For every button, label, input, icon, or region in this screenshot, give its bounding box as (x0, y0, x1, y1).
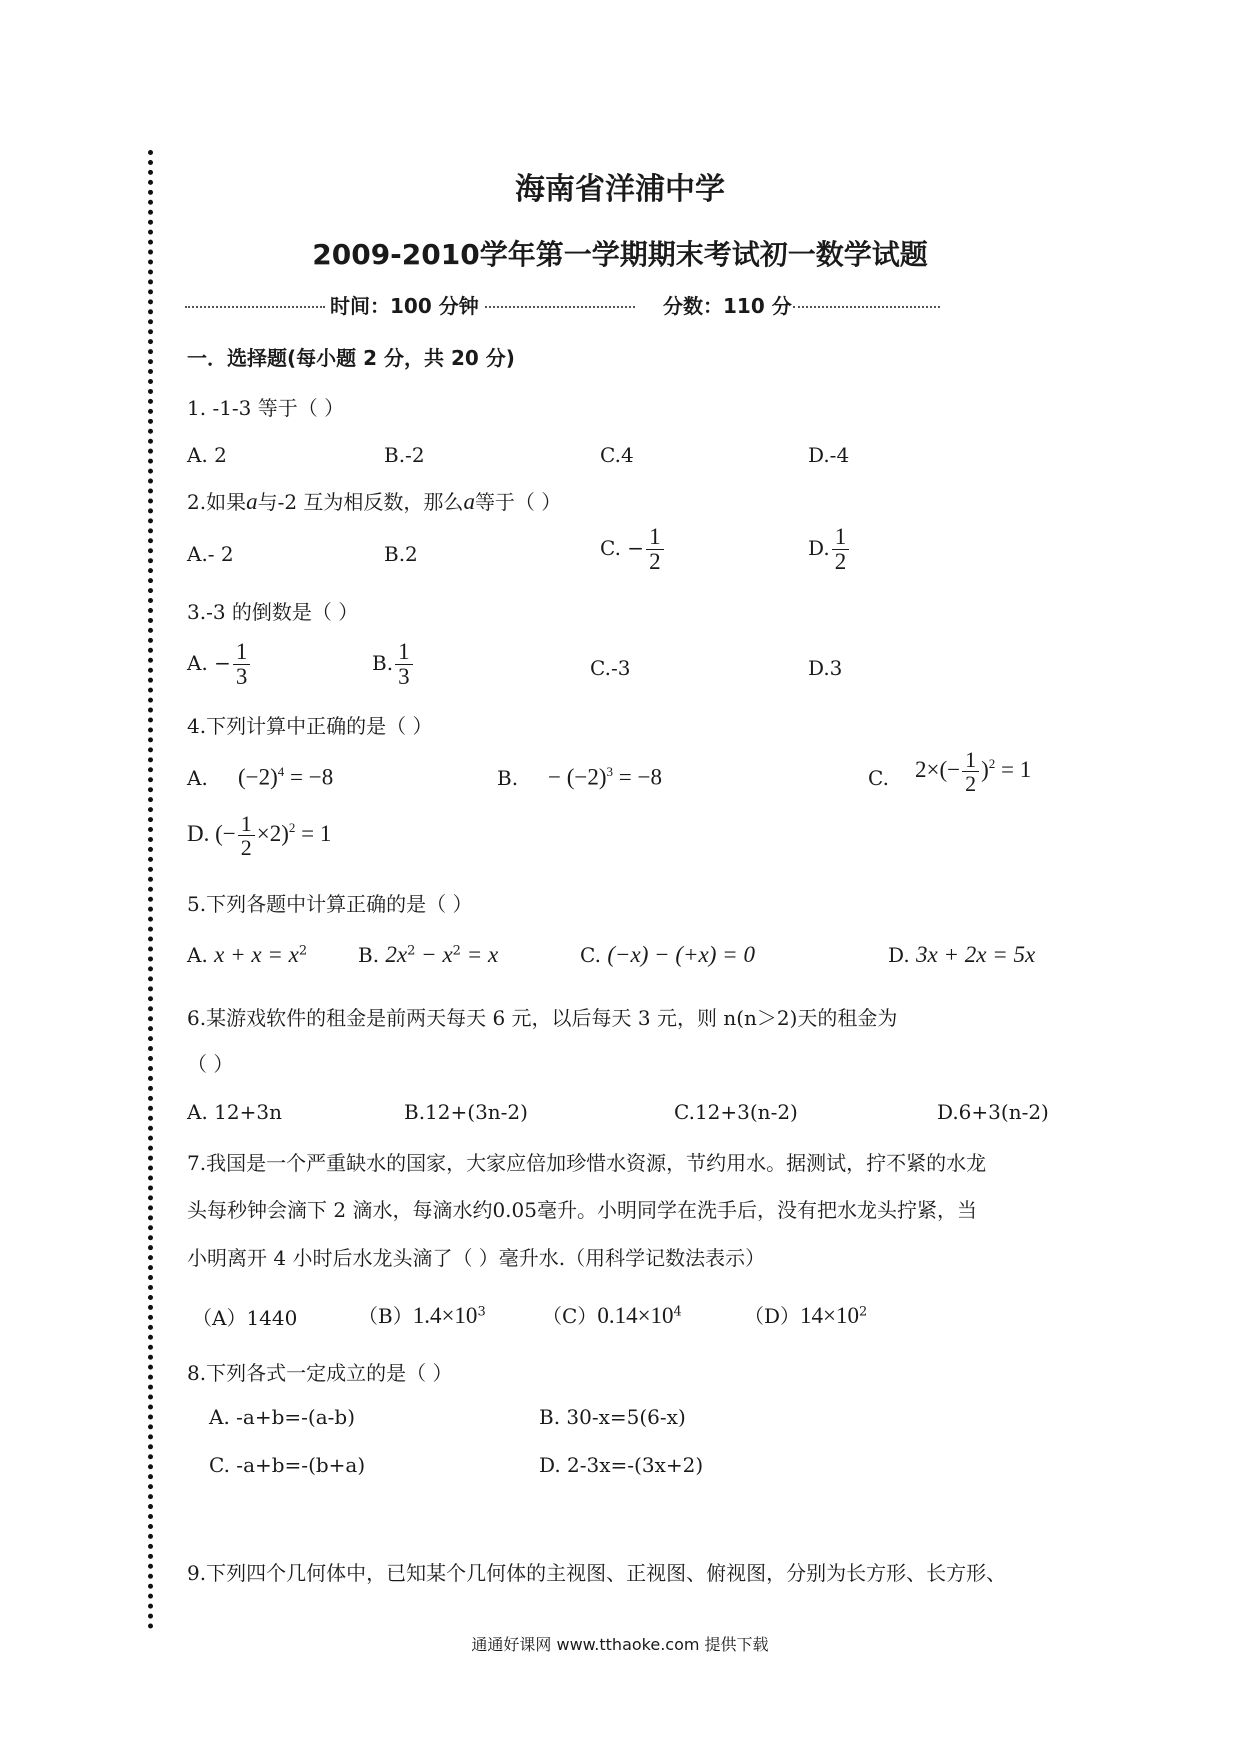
q5-option-a (187, 942, 307, 968)
q2-variable: a (463, 489, 475, 514)
time-label: 时间：100 分钟 (330, 294, 479, 318)
fraction: $\frac{1}{2}$ (646, 525, 664, 574)
section-heading: 一．选择题(每小题 2 分，共 20 分) (187, 346, 515, 370)
q4-option-c-label: C. (868, 766, 889, 790)
q1-option-c: C.4 (600, 443, 634, 467)
q1-option-b: B.-2 (384, 443, 425, 467)
exponent: 4 (673, 1304, 682, 1320)
q7-b-base: 1.4×10 (412, 1303, 478, 1328)
q2-option-b: B.2 (384, 542, 418, 566)
q5-b-label: B. (358, 943, 380, 967)
exponent: 2 (859, 1304, 868, 1320)
q5-a-label: A. (187, 943, 208, 967)
fraction: $\frac{1}{2}$ (962, 748, 979, 795)
q1-option-d: D.-4 (808, 443, 850, 467)
q6-option-c: C.12+3(n-2) (674, 1100, 798, 1124)
dotted-leader (185, 306, 325, 308)
q7-c-label: （C） (542, 1304, 598, 1328)
school-title: 海南省洋浦中学 (515, 172, 725, 207)
q3-option-c: C.-3 (590, 656, 631, 680)
q6-option-b: B.12+(3n-2) (404, 1100, 528, 1124)
q4-b-expr: − (−2) (548, 764, 607, 790)
q7-option-b (358, 1300, 486, 1329)
q8-option-a: A. -a+b=-(a-b) (209, 1405, 356, 1429)
q4-d-rhs: = 1 (295, 820, 332, 846)
dotted-leader (485, 306, 635, 308)
binding-dotted-line (148, 150, 153, 1630)
q7-d-base: 14×10 (800, 1303, 860, 1328)
q4-option-c (915, 748, 1031, 795)
q3-option-b (372, 640, 415, 689)
exponent: 2 (407, 943, 416, 959)
q4-a-rhs: = −8 (284, 764, 334, 790)
question-7-line-2: 头每秒钟会滴下 2 滴水，每滴水约0.05毫升。小明同学在洗手后，没有把水龙头拧紧，当 (187, 1198, 977, 1222)
q5-b-term: − x (415, 942, 453, 967)
q8-option-d: D. 2-3x=-(3x+2) (539, 1453, 704, 1477)
q5-d-expr: 3x + 2x = 5x (916, 942, 1036, 967)
q5-c-expr: (−x) − (+x) = 0 (607, 942, 755, 967)
q5-option-c (580, 942, 755, 968)
question-6-line-1: 6.某游戏软件的租金是前两天每天 6 元，以后每天 3 元，则 n(n＞2)天的租金为 (187, 1006, 898, 1030)
q5-b-term: 2x (385, 942, 408, 967)
q2-option-d (808, 525, 851, 574)
q4-c-post: ) (981, 756, 989, 782)
fraction: $\frac{1}{3}$ (233, 640, 251, 689)
q7-c-base: 0.14×10 (597, 1303, 674, 1328)
question-4-stem: 4.下列计算中正确的是（ ） (187, 714, 433, 738)
q4-b-rhs: = −8 (613, 764, 662, 790)
q7-b-label: （B） (358, 1304, 413, 1328)
q7-option-d (744, 1300, 867, 1329)
page-footer: 通通好课网 www.tthaoke.com 提供下载 (471, 1635, 769, 1654)
q4-option-a (238, 764, 333, 791)
question-1-stem: 1. -1-3 等于（ ） (187, 396, 345, 420)
q4-option-d (187, 812, 331, 859)
exponent: 2 (288, 820, 296, 836)
q2-stem-mid: 与-2 互为相反数，那么 (257, 490, 464, 514)
q5-d-label: D. (888, 943, 910, 967)
q5-option-d (888, 942, 1035, 968)
q4-d-label: D. (− (187, 820, 236, 846)
q5-a-expr: x + x = x (214, 942, 299, 967)
q1-option-a: A. 2 (187, 443, 227, 467)
fraction: $\frac{1}{2}$ (238, 812, 255, 859)
q2-c-prefix: C. − (600, 536, 645, 561)
question-3-stem: 3.-3 的倒数是（ ） (187, 600, 359, 624)
q4-d-post: ×2) (256, 820, 289, 846)
question-2-stem (187, 486, 561, 515)
q3-option-d: D.3 (808, 656, 843, 680)
question-6-line-2: （ ） (187, 1052, 234, 1076)
q6-option-d: D.6+3(n-2) (937, 1100, 1049, 1124)
q7-option-a: （A）1440 (192, 1306, 298, 1330)
q2-stem-pre: 2.如果 (187, 490, 247, 514)
exponent: 2 (298, 943, 308, 959)
q8-option-b: B. 30-x=5(6-x) (539, 1405, 686, 1429)
q4-c-pre: 2×(− (915, 756, 961, 782)
q4-a-expr: (−2) (238, 764, 278, 790)
question-7-line-1: 7.我国是一个严重缺水的国家，大家应倍加珍惜水资源，节约用水。据测试，拧不紧的水龙 (187, 1151, 987, 1175)
q4-option-b-label: B. (497, 766, 519, 790)
q4-c-rhs: = 1 (995, 756, 1032, 782)
question-5-stem: 5.下列各题中计算正确的是（ ） (187, 892, 473, 916)
fraction: $\frac{1}{2}$ (832, 525, 850, 574)
q5-b-rhs: = x (460, 942, 499, 967)
exponent: 4 (277, 764, 285, 779)
q2-stem-post: 等于（ ） (474, 490, 562, 514)
question-8-stem: 8.下列各式一定成立的是（ ） (187, 1361, 453, 1385)
q6-option-a: A. 12+3n (187, 1100, 282, 1124)
q4-option-a-label: A. (187, 766, 208, 790)
q4-option-b (548, 764, 662, 791)
q3-a-prefix: A. − (187, 651, 231, 676)
q3-option-a (187, 640, 252, 689)
q2-option-a: A.- 2 (187, 542, 234, 566)
exponent: 3 (606, 764, 614, 779)
q8-option-c: C. -a+b=-(b+a) (209, 1453, 366, 1477)
q2-d-prefix: D. (808, 536, 830, 561)
question-9-line-1: 9.下列四个几何体中，已知某个几何体的主视图、正视图、俯视图，分别为长方形、长方形、 (187, 1561, 1007, 1585)
dotted-leader (793, 306, 940, 308)
q3-b-prefix: B. (372, 651, 394, 676)
exponent: 2 (988, 756, 996, 772)
exam-meta (185, 290, 940, 320)
fraction: $\frac{1}{3}$ (395, 640, 413, 689)
exam-title: 2009-2010学年第一学期期末考试初一数学试题 (312, 238, 928, 271)
q5-c-label: C. (580, 943, 601, 967)
q5-option-b (358, 942, 498, 968)
score-label: 分数：110 分 (663, 294, 792, 318)
exponent: 3 (477, 1304, 486, 1320)
exponent: 2 (452, 943, 461, 959)
question-7-line-3: 小明离开 4 小时后水龙头滴了（ ）毫升水.（用科学记数法表示） (187, 1246, 766, 1270)
q7-d-label: （D） (744, 1304, 801, 1328)
q2-option-c (600, 525, 666, 574)
q2-variable: a (246, 489, 258, 514)
q7-option-c (542, 1300, 682, 1329)
